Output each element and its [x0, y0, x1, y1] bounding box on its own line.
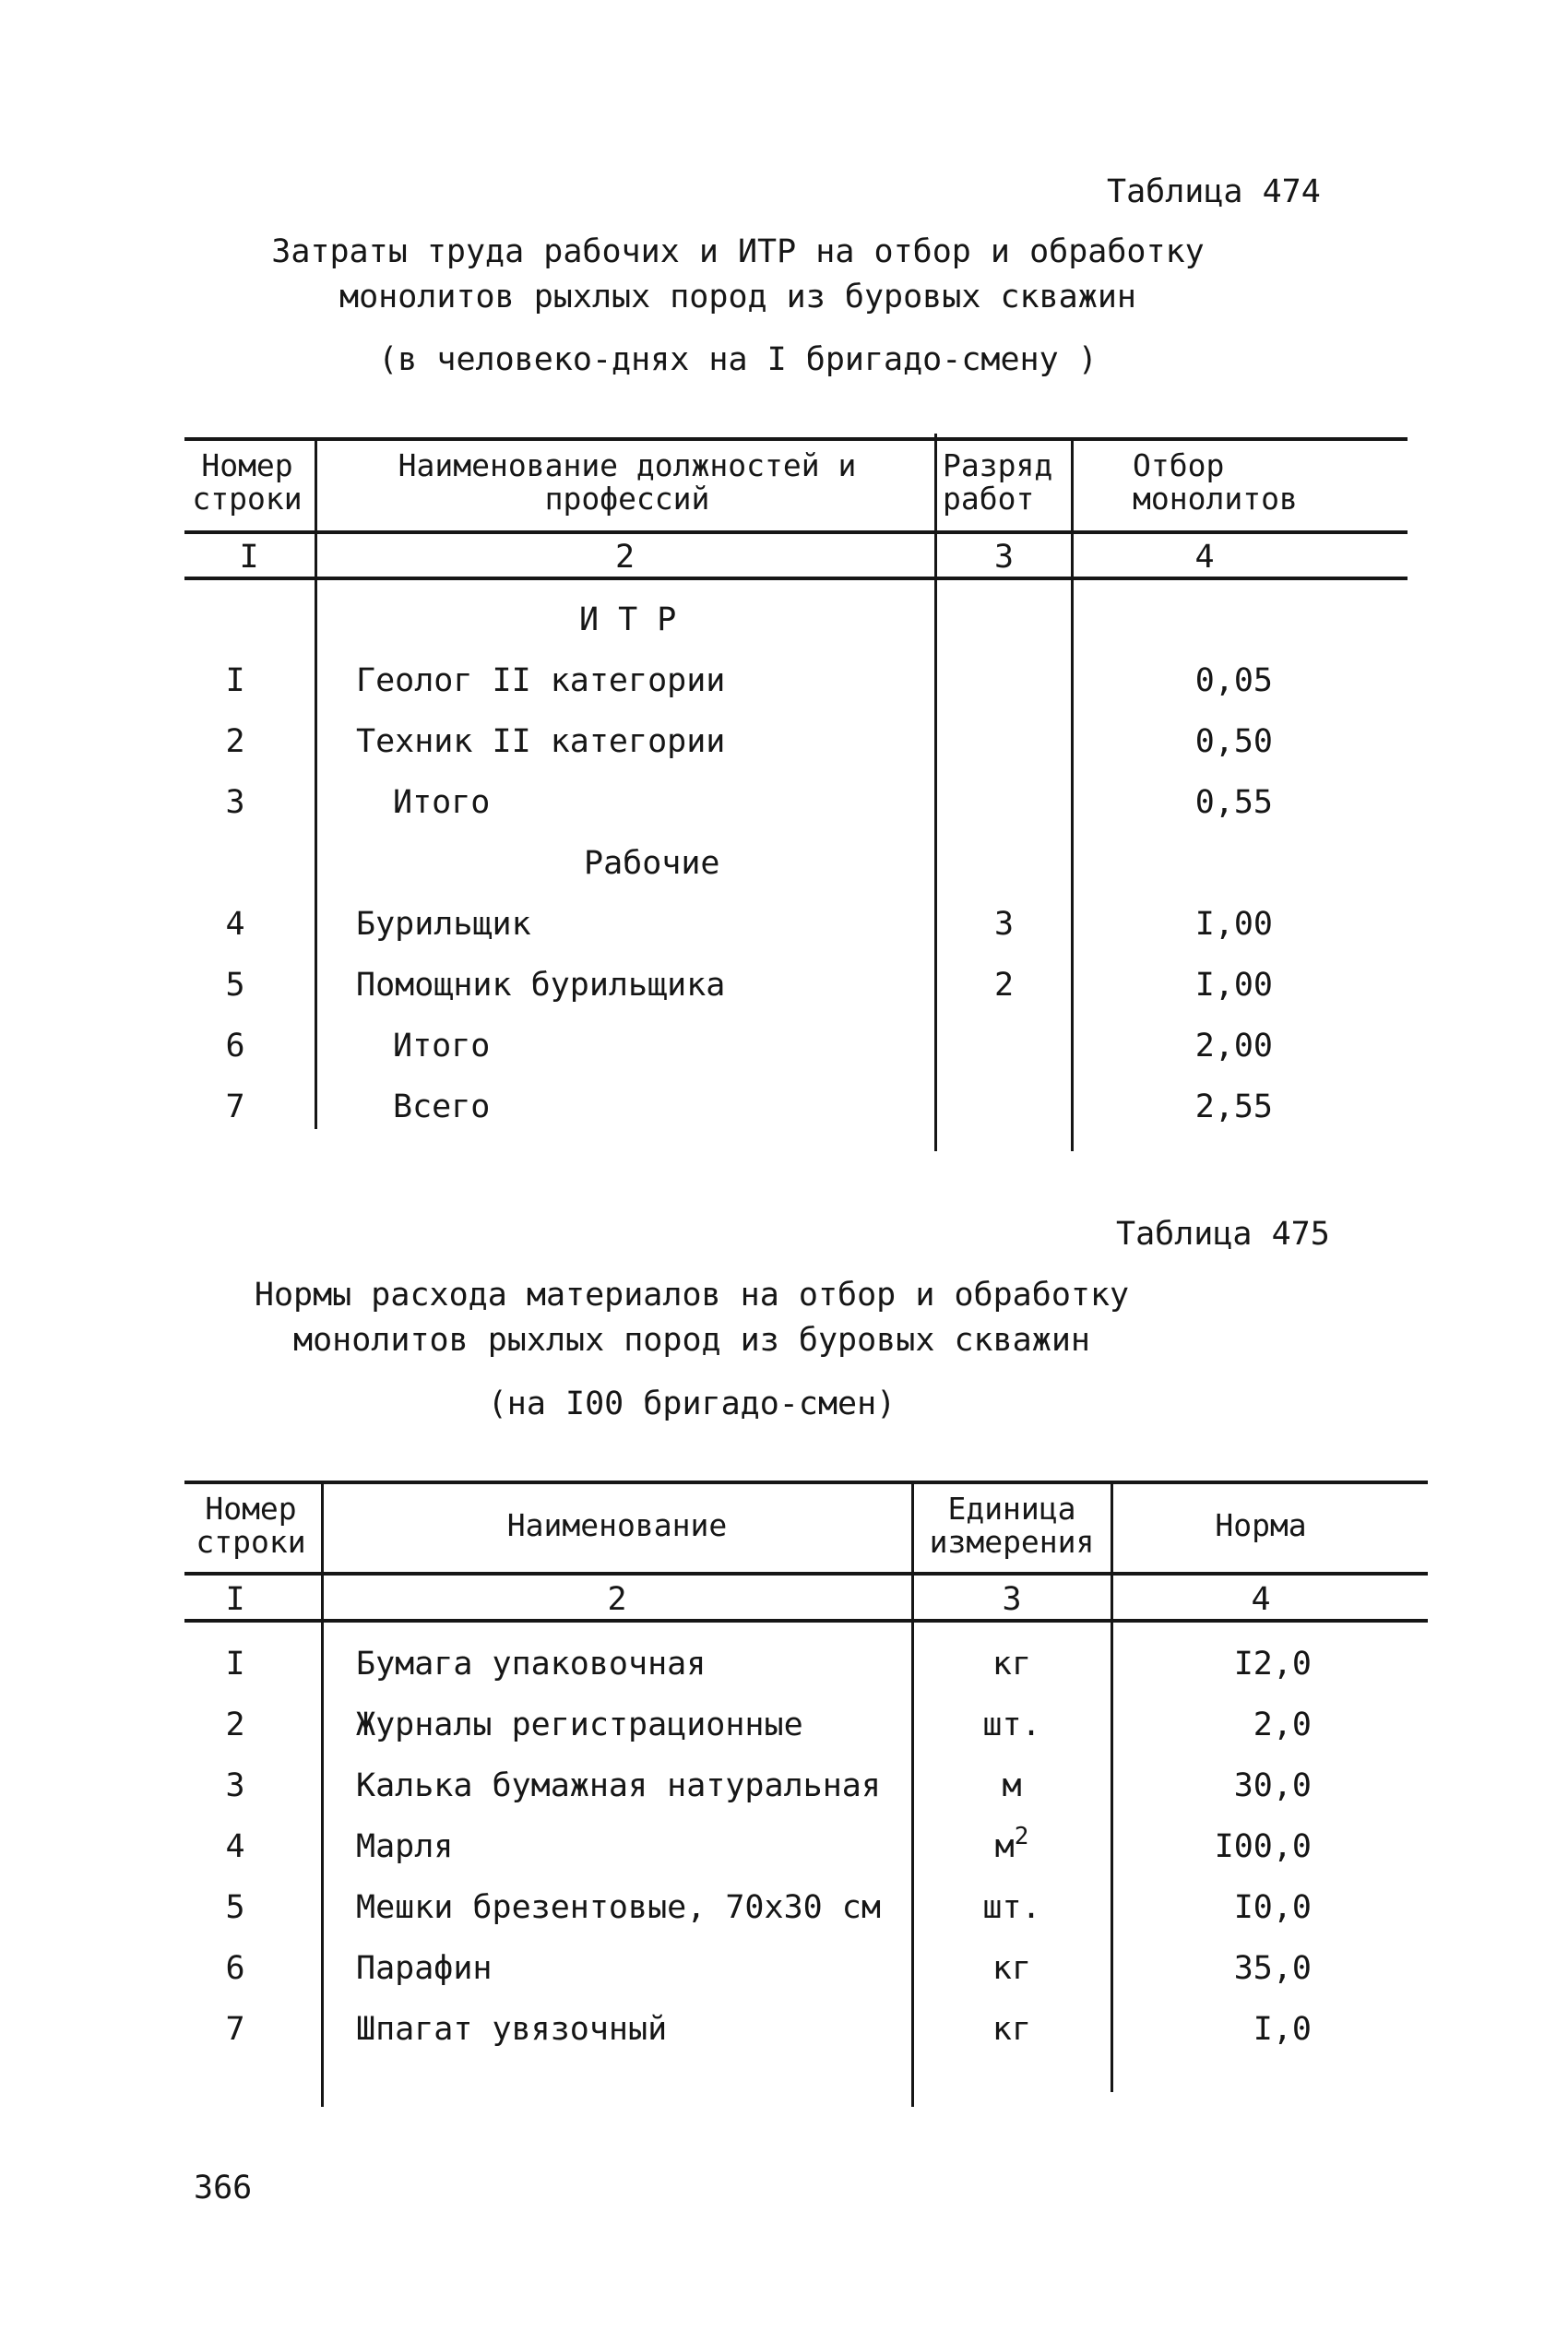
table-row-unit: шт. — [982, 1707, 1041, 1743]
table-row-number: 6 — [225, 1028, 245, 1064]
table-475-header-unit: Единица измерения — [929, 1491, 1095, 1560]
table-475-number: Таблица 475 — [1116, 1216, 1330, 1253]
table-475-divider-2 — [911, 1483, 914, 2107]
table-474-colnum-rule — [184, 577, 1408, 580]
table-474-header-grade: Разряд работ — [943, 447, 1053, 517]
table-475-title-line2: монолитов рыхлых пород из буровых скважин — [293, 1322, 1090, 1359]
table-475-header-rule — [184, 1572, 1428, 1576]
table-474-header-name: Наименование должностей и профессий — [398, 447, 857, 517]
table-475-divider-1 — [321, 1483, 324, 2107]
table-474-colnum: I — [239, 539, 259, 576]
table-474-colnum: 2 — [614, 539, 636, 576]
table-row-number: 3 — [225, 784, 245, 821]
table-row-name: Бумага упаковочная — [356, 1646, 707, 1683]
table-row-name: Итого — [393, 1028, 491, 1064]
table-row-name: Мешки брезентовые, 70х30 см — [356, 1889, 881, 1926]
table-row-value: I2,0 — [1233, 1646, 1312, 1683]
table-row-number: I — [225, 662, 245, 699]
table-475-header-name: Наименование — [506, 1507, 728, 1543]
table-474-units: (в человеко-днях на I бригадо-смену ) — [378, 341, 1098, 378]
table-row-number: 7 — [225, 1088, 245, 1125]
table-row-unit: шт. — [982, 1889, 1041, 1926]
table-474-colnum: 3 — [993, 539, 1015, 576]
table-row-value: I00,0 — [1214, 1828, 1312, 1865]
table-row-unit: кг — [992, 2011, 1032, 2048]
table-475-units: (на I00 бригадо-смен) — [487, 1386, 897, 1422]
table-row-unit: кг — [992, 1646, 1032, 1683]
table-474-divider-2 — [934, 434, 937, 1151]
table-475-colnum: 3 — [1002, 1581, 1022, 1618]
table-row-name: Шпагат увязочный — [356, 2011, 668, 2048]
table-row-value: 0,50 — [1194, 723, 1273, 760]
table-474-top-rule — [184, 437, 1408, 441]
table-row-number: 7 — [225, 2011, 245, 2048]
table-row-value: I,00 — [1194, 967, 1273, 1004]
table-474-header-row-number: Номер строки — [192, 447, 303, 517]
table-row-name: Помощник бурильщика — [356, 967, 726, 1004]
table-row-name: Журналы регистрационные — [356, 1707, 803, 1743]
table-475-colnum: 4 — [1251, 1581, 1271, 1618]
table-475-header-row-number: Номер строки — [196, 1491, 306, 1560]
unit-base: м — [994, 1828, 1015, 1865]
table-474-title-line2: монолитов рыхлых пород из буровых скважин — [339, 279, 1136, 315]
table-row-number: 3 — [225, 1767, 245, 1804]
table-row-value: I,00 — [1194, 906, 1273, 943]
table-475-divider-3 — [1111, 1483, 1113, 2092]
table-row-name: Бурильщик — [356, 906, 531, 943]
table-474-section-workers: Рабочие — [584, 845, 720, 882]
unit-superscript: 2 — [1014, 1823, 1029, 1850]
table-row-unit: кг — [992, 1950, 1032, 1987]
table-row-value: 0,05 — [1194, 662, 1273, 699]
table-row-name: Геолог II категории — [356, 662, 726, 699]
table-row-value: 0,55 — [1194, 784, 1273, 821]
table-474-header-value: Отбор монолитов — [1133, 447, 1298, 517]
table-row-number: 6 — [225, 1950, 245, 1987]
table-row-number: 2 — [225, 723, 245, 760]
table-474-section-itr: И Т Р — [579, 601, 677, 638]
table-474-title-line1: Затраты труда рабочих и ИТР на отбор и обработку — [271, 233, 1205, 270]
table-row-name: Всего — [393, 1088, 491, 1125]
table-row-unit: м — [1002, 1767, 1022, 1804]
table-row-value: I,0 — [1253, 2011, 1312, 2048]
table-row-unit — [915, 1823, 1109, 1865]
table-475-top-rule — [184, 1481, 1428, 1484]
table-row-number: I — [225, 1646, 245, 1683]
table-row-value: 30,0 — [1233, 1767, 1312, 1804]
table-475-colnum-rule — [184, 1619, 1428, 1623]
table-row-number: 4 — [225, 1828, 245, 1865]
table-row-value: 35,0 — [1233, 1950, 1312, 1987]
table-row-value: 2,0 — [1253, 1707, 1312, 1743]
table-474-number: Таблица 474 — [1107, 173, 1321, 210]
table-row-number: 5 — [225, 1889, 245, 1926]
table-475-title-line1: Нормы расхода материалов на отбор и обработку — [254, 1277, 1130, 1314]
table-row-number: 5 — [225, 967, 245, 1004]
table-row-value: I0,0 — [1233, 1889, 1312, 1926]
table-row-value: 2,00 — [1194, 1028, 1273, 1064]
table-475-header-norm: Норма — [1215, 1507, 1307, 1543]
table-row-number: 4 — [225, 906, 245, 943]
table-474-header-rule — [184, 530, 1408, 534]
table-row-name: Парафин — [356, 1950, 493, 1987]
table-row-number: 2 — [225, 1707, 245, 1743]
table-475-colnum: 2 — [607, 1581, 627, 1618]
table-475-colnum: I — [225, 1581, 245, 1618]
table-row-grade: 3 — [993, 906, 1015, 943]
table-row-grade: 2 — [993, 967, 1015, 1004]
table-row-name: Калька бумажная натуральная — [356, 1767, 881, 1804]
table-474-divider-3 — [1071, 437, 1074, 1151]
table-row-name: Итого — [393, 784, 491, 821]
page-number: 366 — [194, 2170, 253, 2206]
table-row-name: Техник II категории — [356, 723, 726, 760]
table-474-divider-1 — [315, 441, 317, 1129]
table-row-value: 2,55 — [1194, 1088, 1273, 1125]
table-row-name: Марля — [356, 1828, 454, 1865]
table-474-colnum: 4 — [1194, 539, 1215, 576]
